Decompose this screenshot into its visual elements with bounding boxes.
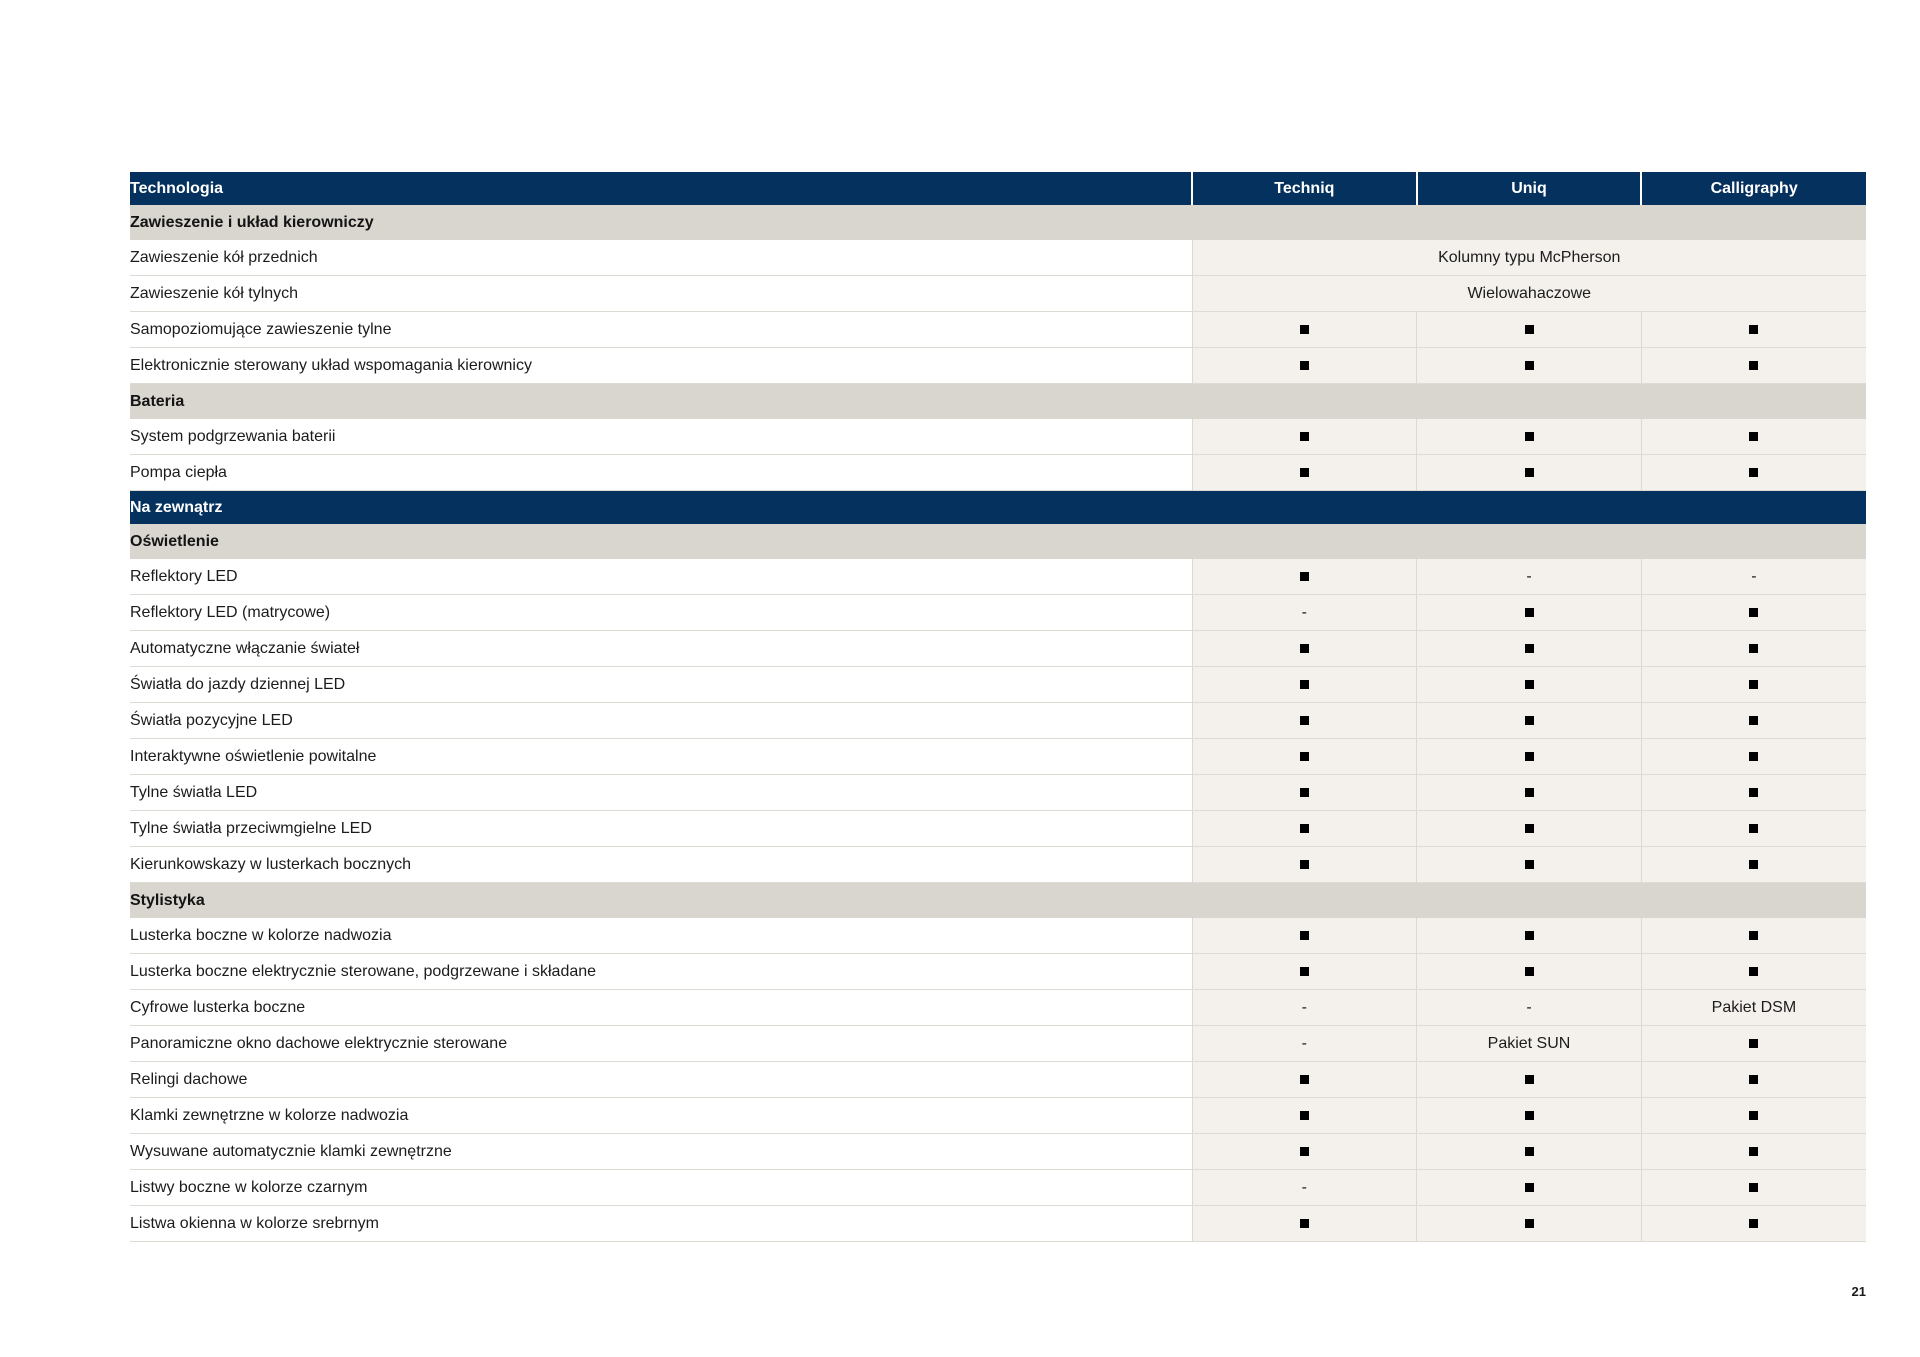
table-row — [130, 595, 1866, 631]
table-row — [130, 775, 1866, 811]
feature-label: Kierunkowskazy w lusterkach bocznych — [130, 847, 1192, 883]
section-title: Oświetlenie — [130, 524, 1866, 559]
value-cell-uniq — [1417, 1098, 1642, 1134]
column-header-calligraphy: Calligraphy — [1641, 172, 1866, 205]
standard-square-icon — [1300, 860, 1309, 869]
table-row — [130, 918, 1866, 954]
value-cell-uniq: - — [1417, 990, 1642, 1026]
table-row — [130, 419, 1866, 455]
feature-label: System podgrzewania baterii — [130, 419, 1192, 455]
standard-square-icon — [1525, 680, 1534, 689]
value-cell-all-versions: Wielowahaczowe — [1192, 276, 1866, 312]
standard-square-icon — [1300, 468, 1309, 477]
value-cell-calligraphy — [1641, 1098, 1866, 1134]
standard-square-icon — [1525, 325, 1534, 334]
value-cell-uniq — [1417, 1170, 1642, 1206]
standard-square-icon — [1525, 860, 1534, 869]
standard-square-icon — [1525, 824, 1534, 833]
feature-label: Zawieszenie kół tylnych — [130, 276, 1192, 312]
feature-label: Listwa okienna w kolorze srebrnym — [130, 1206, 1192, 1242]
feature-label: Tylne światła LED — [130, 775, 1192, 811]
value-cell-uniq — [1417, 775, 1642, 811]
standard-square-icon — [1525, 361, 1534, 370]
table-row — [130, 739, 1866, 775]
standard-square-icon — [1300, 1147, 1309, 1156]
value-cell-calligraphy — [1641, 312, 1866, 348]
standard-square-icon — [1525, 931, 1534, 940]
value-cell-techniq — [1192, 1062, 1417, 1098]
standard-square-icon — [1300, 432, 1309, 441]
standard-square-icon — [1525, 608, 1534, 617]
feature-label: Lusterka boczne w kolorze nadwozia — [130, 918, 1192, 954]
standard-square-icon — [1300, 680, 1309, 689]
value-cell-calligraphy — [1641, 703, 1866, 739]
standard-square-icon — [1300, 1111, 1309, 1120]
value-cell-uniq — [1417, 918, 1642, 954]
value-cell-calligraphy — [1641, 419, 1866, 455]
value-cell-all-versions: Kolumny typu McPherson — [1192, 240, 1866, 276]
standard-square-icon — [1300, 788, 1309, 797]
standard-square-icon — [1300, 931, 1309, 940]
feature-label: Listwy boczne w kolorze czarnym — [130, 1170, 1192, 1206]
standard-square-icon — [1749, 1111, 1758, 1120]
value-cell-techniq — [1192, 312, 1417, 348]
value-cell-uniq — [1417, 348, 1642, 384]
standard-square-icon — [1749, 608, 1758, 617]
value-cell-techniq — [1192, 811, 1417, 847]
value-cell-calligraphy — [1641, 1062, 1866, 1098]
table-row — [130, 312, 1866, 348]
value-cell-calligraphy — [1641, 775, 1866, 811]
standard-square-icon — [1749, 716, 1758, 725]
value-cell-techniq — [1192, 1134, 1417, 1170]
feature-label: Relingi dachowe — [130, 1062, 1192, 1098]
value-cell-uniq: Pakiet SUN — [1417, 1026, 1642, 1062]
value-cell-techniq — [1192, 918, 1417, 954]
table-row — [130, 990, 1866, 1026]
value-cell-techniq — [1192, 455, 1417, 491]
section-header — [130, 883, 1866, 919]
value-cell-calligraphy — [1641, 667, 1866, 703]
standard-square-icon — [1749, 1039, 1758, 1048]
value-cell-techniq — [1192, 667, 1417, 703]
standard-square-icon — [1300, 644, 1309, 653]
standard-square-icon — [1749, 752, 1758, 761]
feature-label: Światła do jazdy dziennej LED — [130, 667, 1192, 703]
standard-square-icon — [1300, 1075, 1309, 1084]
standard-square-icon — [1749, 644, 1758, 653]
table-row — [130, 811, 1866, 847]
table-row — [130, 1062, 1866, 1098]
spec-table-body — [130, 172, 1866, 1242]
standard-square-icon — [1525, 1075, 1534, 1084]
table-row — [130, 1206, 1866, 1242]
value-cell-calligraphy — [1641, 1134, 1866, 1170]
standard-square-icon — [1525, 1219, 1534, 1228]
standard-square-icon — [1525, 716, 1534, 725]
value-cell-calligraphy — [1641, 1170, 1866, 1206]
value-cell-uniq — [1417, 739, 1642, 775]
standard-square-icon — [1749, 860, 1758, 869]
standard-square-icon — [1300, 716, 1309, 725]
value-cell-techniq — [1192, 559, 1417, 595]
value-cell-calligraphy — [1641, 847, 1866, 883]
table-row — [130, 455, 1866, 491]
value-cell-calligraphy: Pakiet DSM — [1641, 990, 1866, 1026]
value-cell-techniq: - — [1192, 595, 1417, 631]
table-row — [130, 559, 1866, 595]
feature-label: Tylne światła przeciwmgielne LED — [130, 811, 1192, 847]
standard-square-icon — [1525, 432, 1534, 441]
value-cell-techniq: - — [1192, 990, 1417, 1026]
section-header — [130, 524, 1866, 559]
standard-square-icon — [1525, 1183, 1534, 1192]
group-header — [130, 491, 1866, 525]
value-cell-calligraphy — [1641, 739, 1866, 775]
standard-square-icon — [1300, 752, 1309, 761]
feature-label: Samopoziomujące zawieszenie tylne — [130, 312, 1192, 348]
value-cell-calligraphy — [1641, 595, 1866, 631]
value-cell-techniq — [1192, 847, 1417, 883]
feature-label: Reflektory LED (matrycowe) — [130, 595, 1192, 631]
table-row — [130, 1134, 1866, 1170]
feature-label: Interaktywne oświetlenie powitalne — [130, 739, 1192, 775]
feature-label: Cyfrowe lusterka boczne — [130, 990, 1192, 1026]
feature-label: Elektronicznie sterowany układ wspomagania kierownicy — [130, 348, 1192, 384]
value-cell-uniq: - — [1417, 559, 1642, 595]
section-title: Stylistyka — [130, 883, 1866, 919]
standard-square-icon — [1300, 325, 1309, 334]
value-cell-uniq — [1417, 419, 1642, 455]
standard-square-icon — [1749, 680, 1758, 689]
value-cell-calligraphy — [1641, 455, 1866, 491]
value-cell-uniq — [1417, 1062, 1642, 1098]
value-cell-techniq — [1192, 419, 1417, 455]
value-cell-techniq — [1192, 1098, 1417, 1134]
column-header-techniq: Techniq — [1192, 172, 1417, 205]
standard-square-icon — [1749, 468, 1758, 477]
standard-square-icon — [1525, 644, 1534, 653]
section-header — [130, 384, 1866, 420]
table-header — [130, 172, 1866, 205]
value-cell-uniq — [1417, 631, 1642, 667]
value-cell-uniq — [1417, 1134, 1642, 1170]
feature-label: Zawieszenie kół przednich — [130, 240, 1192, 276]
standard-square-icon — [1749, 967, 1758, 976]
value-cell-uniq — [1417, 667, 1642, 703]
column-header-uniq: Uniq — [1417, 172, 1642, 205]
standard-square-icon — [1749, 824, 1758, 833]
value-cell-calligraphy — [1641, 348, 1866, 384]
value-cell-techniq — [1192, 631, 1417, 667]
table-row — [130, 631, 1866, 667]
value-cell-uniq — [1417, 847, 1642, 883]
page-number: 21 — [1851, 1284, 1866, 1299]
section-header — [130, 205, 1866, 240]
feature-label: Lusterka boczne elektrycznie sterowane, podgrzewane i składane — [130, 954, 1192, 990]
value-cell-uniq — [1417, 954, 1642, 990]
table-row — [130, 703, 1866, 739]
feature-label: Automatyczne włączanie świateł — [130, 631, 1192, 667]
value-cell-calligraphy — [1641, 1026, 1866, 1062]
value-cell-techniq — [1192, 1206, 1417, 1242]
value-cell-uniq — [1417, 703, 1642, 739]
standard-square-icon — [1300, 572, 1309, 581]
table-row — [130, 240, 1866, 276]
standard-square-icon — [1749, 1075, 1758, 1084]
standard-square-icon — [1749, 432, 1758, 441]
standard-square-icon — [1525, 1111, 1534, 1120]
value-cell-uniq — [1417, 811, 1642, 847]
feature-label: Pompa ciepła — [130, 455, 1192, 491]
table-row — [130, 348, 1866, 384]
value-cell-uniq — [1417, 1206, 1642, 1242]
value-cell-calligraphy — [1641, 631, 1866, 667]
value-cell-techniq — [1192, 739, 1417, 775]
feature-label: Panoramiczne okno dachowe elektrycznie sterowane — [130, 1026, 1192, 1062]
feature-label: Klamki zewnętrzne w kolorze nadwozia — [130, 1098, 1192, 1134]
section-title: Bateria — [130, 384, 1866, 420]
value-cell-uniq — [1417, 595, 1642, 631]
standard-square-icon — [1300, 1219, 1309, 1228]
table-row — [130, 954, 1866, 990]
table-row — [130, 276, 1866, 312]
standard-square-icon — [1300, 361, 1309, 370]
value-cell-techniq: - — [1192, 1026, 1417, 1062]
standard-square-icon — [1749, 1147, 1758, 1156]
section-title: Zawieszenie i układ kierowniczy — [130, 205, 1866, 240]
standard-square-icon — [1749, 1219, 1758, 1228]
value-cell-calligraphy — [1641, 1206, 1866, 1242]
standard-square-icon — [1525, 1147, 1534, 1156]
feature-label: Wysuwane automatycznie klamki zewnętrzne — [130, 1134, 1192, 1170]
standard-square-icon — [1525, 967, 1534, 976]
value-cell-techniq: - — [1192, 1170, 1417, 1206]
value-cell-calligraphy: - — [1641, 559, 1866, 595]
standard-square-icon — [1749, 788, 1758, 797]
feature-label: Reflektory LED — [130, 559, 1192, 595]
value-cell-techniq — [1192, 703, 1417, 739]
table-row — [130, 1026, 1866, 1062]
header-label: Technologia — [130, 172, 1192, 205]
value-cell-calligraphy — [1641, 954, 1866, 990]
standard-square-icon — [1525, 468, 1534, 477]
value-cell-calligraphy — [1641, 811, 1866, 847]
value-cell-uniq — [1417, 455, 1642, 491]
group-title: Na zewnątrz — [130, 491, 1866, 525]
standard-square-icon — [1749, 931, 1758, 940]
value-cell-techniq — [1192, 775, 1417, 811]
standard-square-icon — [1749, 325, 1758, 334]
table-row — [130, 1170, 1866, 1206]
table-row — [130, 847, 1866, 883]
standard-square-icon — [1749, 1183, 1758, 1192]
spec-table — [130, 172, 1866, 1242]
standard-square-icon — [1525, 788, 1534, 797]
value-cell-techniq — [1192, 954, 1417, 990]
feature-label: Światła pozycyjne LED — [130, 703, 1192, 739]
value-cell-techniq — [1192, 348, 1417, 384]
standard-square-icon — [1749, 361, 1758, 370]
standard-square-icon — [1300, 824, 1309, 833]
standard-square-icon — [1300, 967, 1309, 976]
table-row — [130, 667, 1866, 703]
value-cell-uniq — [1417, 312, 1642, 348]
standard-square-icon — [1525, 752, 1534, 761]
table-row — [130, 1098, 1866, 1134]
value-cell-calligraphy — [1641, 918, 1866, 954]
